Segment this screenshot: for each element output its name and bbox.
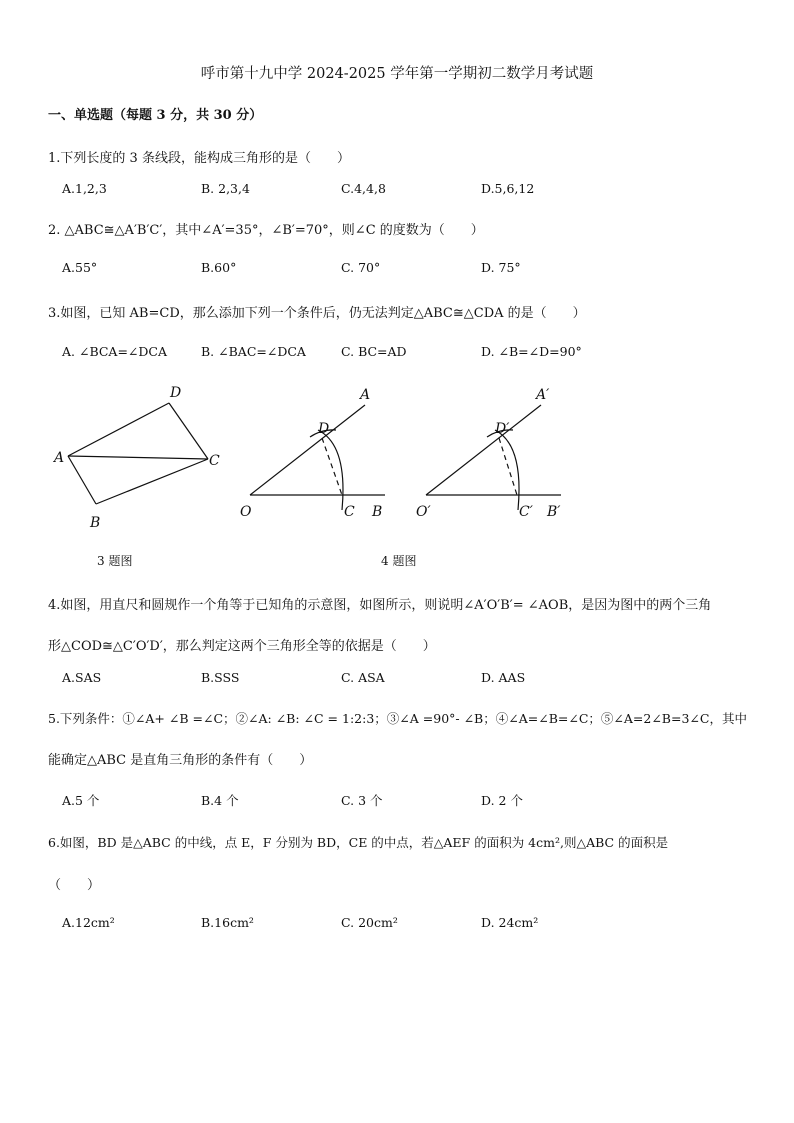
question-3-option-d: D. ∠B=∠D=90° <box>481 344 582 359</box>
figure-4-caption: 4 题图 <box>381 554 417 568</box>
question-2-option-b: B.60° <box>201 260 237 275</box>
question-3-option-a: A. ∠BCA=∠DCA <box>62 344 168 359</box>
section-heading: 一、单选题（每题 3 分，共 30 分） <box>48 108 263 123</box>
question-4-option-b: B.SSS <box>201 670 240 685</box>
question-1-stem: 1.下列长度的 3 条线段，能构成三角形的是（ ） <box>48 151 350 166</box>
fig4-right-label-c: C′ <box>519 504 533 520</box>
fig4-left-label-d: D <box>318 421 330 437</box>
question-2-option-d: D. 75° <box>481 260 521 275</box>
fig4-right-label-d: D′ <box>495 421 510 437</box>
question-6-option-c: C. 20cm² <box>341 915 398 930</box>
fig3-label-d: D <box>170 385 182 401</box>
question-6-option-d: D. 24cm² <box>481 915 539 930</box>
question-5-option-b: B.4 个 <box>201 793 239 808</box>
figure-3-quadrilateral <box>68 403 208 504</box>
fig4-left-label-o: O <box>240 504 252 520</box>
figure-3-caption: 3 题图 <box>97 554 133 568</box>
question-6-stem-line-2: （ ） <box>48 878 101 893</box>
question-5-option-a: A.5 个 <box>62 793 100 808</box>
question-4-stem-line-1: 4.如图，用直尺和圆规作一个角等于已知角的示意图，如图所示，则说明∠A′O′B′= ∠AOB，是因为图中的两个三角 <box>48 598 712 613</box>
question-4-option-c: C. ASA <box>341 670 385 685</box>
question-5-option-d: D. 2 个 <box>481 793 523 808</box>
question-5-option-c: C. 3 个 <box>341 793 383 808</box>
fig4-left-label-a: A <box>360 387 371 403</box>
question-2-stem: 2. △ABC≅△A′B′C′，其中∠A′=35°，∠B′=70°，则∠C 的度数为（ ） <box>48 223 484 238</box>
fig4-right-label-o: O′ <box>416 504 431 520</box>
question-4-option-d: D. AAS <box>481 670 526 685</box>
fig4-right-label-b: B′ <box>547 504 561 520</box>
question-1-option-a: A.1,2,3 <box>62 181 107 196</box>
question-1-option-c: C.4,4,8 <box>341 181 386 196</box>
fig3-label-b: B <box>90 515 101 531</box>
fig3-label-a: A <box>54 450 65 466</box>
question-2-option-a: A.55° <box>62 260 98 275</box>
question-1-option-d: D.5,6,12 <box>481 181 535 196</box>
question-3-option-c: C. BC=AD <box>341 344 407 359</box>
question-5-stem-line-2: 能确定△ABC 是直角三角形的条件有（ ） <box>48 753 313 768</box>
question-6-option-b: B.16cm² <box>201 915 254 930</box>
question-4-option-a: A.SAS <box>62 670 102 685</box>
page-title: 呼市第十九中学 2024-2025 学年第一学期初二数学月考试题 <box>200 66 594 82</box>
question-6-option-a: A.12cm² <box>62 915 115 930</box>
question-4-stem-line-2: 形△COD≅△C′O′D′，那么判定这两个三角形全等的依据是（ ） <box>48 639 436 654</box>
question-5-stem-line-1: 5.下列条件：①∠A+ ∠B =∠C；②∠A: ∠B: ∠C = 1:2:3；③∠A =90°- ∠B；④∠A=∠B=∠C；⑤∠A=2∠B=3∠C，其中 <box>48 711 747 726</box>
fig4-left-label-c: C <box>344 504 355 520</box>
question-2-option-c: C. 70° <box>341 260 381 275</box>
figures-row <box>0 375 794 535</box>
fig4-right-label-a: A′ <box>536 387 550 403</box>
question-3-stem: 3.如图，已知 AB=CD，那么添加下列一个条件后，仍无法判定△ABC≅△CDA 的是（ ） <box>48 306 586 321</box>
question-1-option-b: B. 2,3,4 <box>201 181 250 196</box>
fig4-left-label-b: B <box>372 504 383 520</box>
fig3-label-c: C <box>209 453 220 469</box>
question-6-stem-line-1: 6.如图，BD 是△ABC 的中线，点 E，F 分别为 BD，CE 的中点，若△AEF 的面积为 4cm²,则△ABC 的面积是 <box>48 835 669 850</box>
question-3-option-b: B. ∠BAC=∠DCA <box>201 344 306 359</box>
figure-4-right-angle <box>426 405 561 510</box>
